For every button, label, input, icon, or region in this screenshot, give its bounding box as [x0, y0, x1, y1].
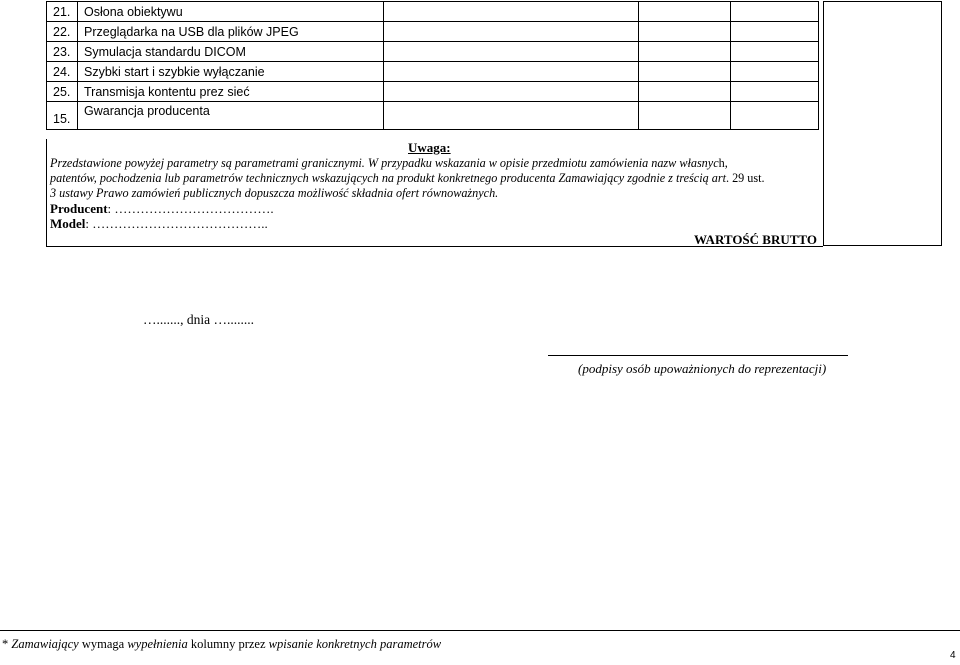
row-cell: [639, 2, 731, 22]
row-feature: Szybki start i szybkie wyłączanie: [78, 62, 384, 82]
note-line-part: W przypadku wskazania w opisie przedmiotu zamówienia nazw własnyc: [367, 156, 719, 170]
note-line-part: . 29 ust.: [725, 171, 765, 185]
table-row: [47, 102, 819, 130]
row-number: 22.: [47, 22, 78, 42]
place-date: …......., dnia …........: [143, 312, 254, 327]
row-cell: [731, 22, 819, 42]
row-cell: [731, 42, 819, 62]
table-row: [47, 2, 819, 22]
row-cell: [731, 82, 819, 102]
footnote-divider: [0, 630, 960, 631]
producer-value: : ……………………………….: [107, 201, 274, 216]
table-row: [47, 22, 819, 42]
row-number: 21.: [47, 2, 78, 22]
model-value: : …………………………………..: [85, 216, 268, 231]
note-heading: Uwaga:: [408, 140, 451, 155]
note-line-part: patentów, pochodzenia lub parametrów technicznych wskazujących na produkt konkretnego producenta Zamawiający zgodnie z treścią art: [50, 171, 726, 185]
table-row: [47, 62, 819, 82]
total-label: WARTOŚĆ BRUTTO: [694, 232, 817, 247]
row-value-cell: [384, 22, 639, 42]
note-text: [50, 156, 820, 201]
row-number: 15.: [47, 102, 78, 130]
note-line: [50, 156, 820, 171]
model-line: [50, 216, 268, 232]
row-cell: [639, 22, 731, 42]
note-line: 3 ustawy Prawo zamówień publicznych dopuszcza możliwość składnia ofert równoważnych.: [50, 186, 499, 200]
row-feature: Przeglądarka na USB dla plików JPEG: [78, 22, 384, 42]
row-value-cell: [384, 102, 639, 130]
row-cell: [639, 42, 731, 62]
row-cell: [639, 82, 731, 102]
model-label: Model: [50, 216, 86, 231]
note-line-part: Przedstawione powyżej parametry są parametrami granicznymi.: [50, 156, 368, 170]
row-feature: Osłona obiektywu: [78, 2, 384, 22]
row-feature: Transmisja kontentu prez sieć: [78, 82, 384, 102]
spec-table: [46, 1, 819, 130]
row-cell: [639, 62, 731, 82]
page-number: 4: [950, 650, 956, 661]
row-value-cell: [384, 2, 639, 22]
footnote-part: wypełnienia: [127, 637, 188, 651]
note-line-part: h,: [718, 156, 728, 170]
footnote-part: kolumny przez: [187, 637, 269, 651]
producer-line: [50, 201, 274, 217]
row-number: 24.: [47, 62, 78, 82]
row-value-cell: [384, 42, 639, 62]
row-cell: [731, 102, 819, 130]
row-value-cell: [384, 82, 639, 102]
footnote-part: wymaga: [78, 637, 128, 651]
footnote: [2, 637, 441, 652]
producer-label: Producent: [50, 201, 108, 216]
table-row: [47, 82, 819, 102]
row-cell: [639, 102, 731, 130]
row-number: 25.: [47, 82, 78, 102]
signature-line: [548, 355, 848, 356]
total-column-box: [823, 1, 942, 246]
footnote-part: konkretnych parametrów: [316, 637, 442, 651]
table-row: [47, 42, 819, 62]
row-cell: [731, 2, 819, 22]
row-number: 23.: [47, 42, 78, 62]
row-feature: Symulacja standardu DICOM: [78, 42, 384, 62]
signature-caption: (podpisy osób upoważnionych do reprezentacji): [578, 361, 827, 376]
row-value-cell: [384, 62, 639, 82]
row-feature: Gwarancja producenta: [78, 102, 384, 130]
row-cell: [731, 62, 819, 82]
footnote-part: Zamawiający: [11, 637, 79, 651]
footnote-part: wpisanie: [268, 637, 314, 651]
footnote-part: *: [2, 637, 12, 651]
note-line: [50, 171, 820, 186]
